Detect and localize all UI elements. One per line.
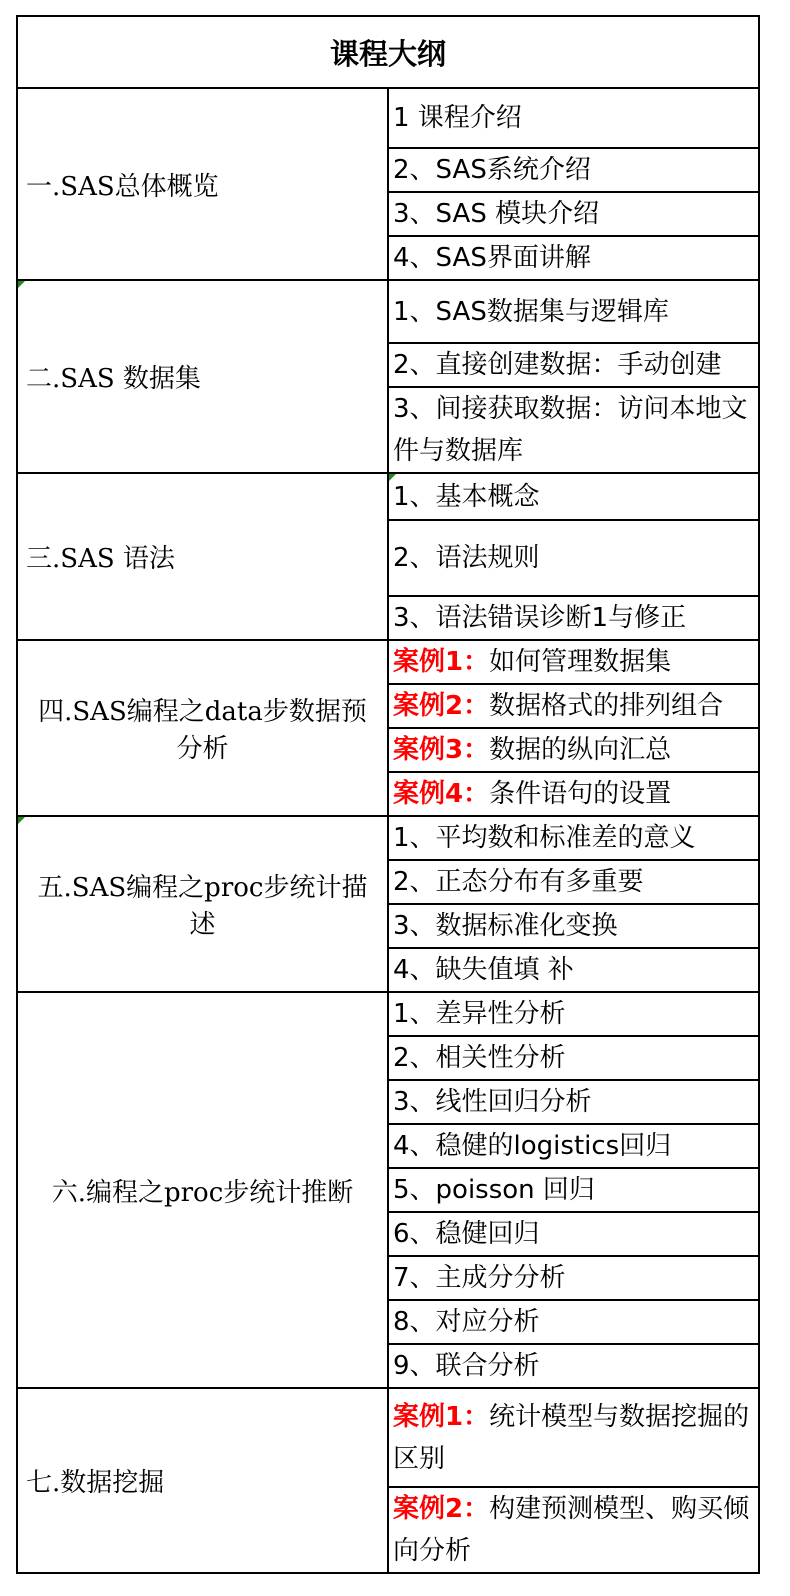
title-row xyxy=(17,16,759,88)
section-label: 七.数据挖掘 xyxy=(26,1468,165,1498)
outline-item xyxy=(388,948,759,992)
outline-item xyxy=(388,280,759,343)
outline-item xyxy=(388,860,759,904)
outline-item xyxy=(388,684,759,728)
item-text: 1、基本概念 xyxy=(393,481,540,512)
outline-item xyxy=(388,88,759,148)
outline-item xyxy=(388,343,759,387)
outline-item xyxy=(388,236,759,280)
cell-comment-marker xyxy=(18,817,25,824)
item-text: 6、稳健回归 xyxy=(393,1219,540,1249)
item-text: 3、数据标准化变换 xyxy=(393,911,618,941)
section-label: 五.SAS编程之proc步统计描述 xyxy=(37,873,368,940)
outline-item xyxy=(388,596,759,640)
section-title-data-step xyxy=(17,640,388,816)
item-text: 1、差异性分析 xyxy=(393,999,566,1029)
item-text: 2、相关性分析 xyxy=(393,1043,566,1073)
outline-item xyxy=(388,1036,759,1080)
outline-item xyxy=(388,1300,759,1344)
item-text: 3、语法错误诊断1与修正 xyxy=(393,603,687,633)
item-text: 如何管理数据集 xyxy=(489,647,672,677)
section-label: 一.SAS总体概览 xyxy=(26,171,219,202)
outline-item xyxy=(388,640,759,684)
table-row xyxy=(17,816,759,860)
item-text: 2、正态分布有多重要 xyxy=(393,867,644,897)
table-row xyxy=(17,88,759,148)
section-label: 六.编程之proc步统计推断 xyxy=(51,1177,354,1208)
section-title-proc-describe xyxy=(17,816,388,992)
item-text: 4、稳健的logistics回归 xyxy=(393,1131,672,1161)
case-label: 案例1： xyxy=(393,1401,490,1432)
item-text: 构建预测模型、购买倾向分析 xyxy=(393,1494,750,1566)
item-text: 数据格式的排列组合 xyxy=(489,691,724,721)
cell-comment-marker xyxy=(389,474,396,481)
section-title-overview xyxy=(17,88,388,280)
item-text: 8、对应分析 xyxy=(393,1307,540,1337)
outline-item xyxy=(388,148,759,192)
item-text: 4、缺失值填 补 xyxy=(393,955,574,985)
table-row xyxy=(17,1388,759,1487)
item-text: 3、SAS 模块介绍 xyxy=(393,199,600,229)
item-text: 数据的纵向汇总 xyxy=(489,735,672,765)
section-label: 四.SAS编程之data步数据预分析 xyxy=(38,697,367,764)
item-text: 2、SAS系统介绍 xyxy=(393,155,591,185)
item-text: 2、语法规则 xyxy=(393,543,540,573)
item-text: 4、SAS界面讲解 xyxy=(393,243,591,273)
table-row xyxy=(17,640,759,684)
item-text: 1、SAS数据集与逻辑库 xyxy=(393,296,669,327)
outline-item xyxy=(388,387,759,473)
item-text: 统计模型与数据挖掘的区别 xyxy=(393,1401,750,1474)
course-outline-table xyxy=(16,15,760,1574)
outline-item xyxy=(388,473,759,520)
item-text: 1、平均数和标准差的意义 xyxy=(393,823,696,853)
outline-item xyxy=(388,992,759,1036)
item-text: 9、联合分析 xyxy=(393,1351,540,1381)
case-label: 案例2： xyxy=(393,1494,490,1524)
outline-item xyxy=(388,1080,759,1124)
outline-item xyxy=(388,772,759,816)
outline-item xyxy=(388,1388,759,1487)
table-title: 课程大纲 xyxy=(17,16,759,88)
outline-item xyxy=(388,520,759,596)
section-title-dataset xyxy=(17,280,388,473)
outline-item xyxy=(388,192,759,236)
section-title-data-mining xyxy=(17,1388,388,1573)
outline-item xyxy=(388,1344,759,1388)
outline-body xyxy=(17,88,759,1573)
table-row xyxy=(17,473,759,520)
outline-item xyxy=(388,1212,759,1256)
table-row xyxy=(17,280,759,343)
item-text: 1 课程介绍 xyxy=(393,103,522,133)
outline-item xyxy=(388,816,759,860)
table-row xyxy=(17,992,759,1036)
case-label: 案例4： xyxy=(393,779,490,809)
case-label: 案例2： xyxy=(393,691,490,721)
cell-comment-marker xyxy=(18,281,25,288)
section-title-proc-inference xyxy=(17,992,388,1388)
outline-item xyxy=(388,904,759,948)
item-text: 5、poisson 回归 xyxy=(393,1175,595,1205)
outline-item xyxy=(388,1487,759,1573)
case-label: 案例3： xyxy=(393,735,490,765)
section-label: 三.SAS 语法 xyxy=(26,544,175,574)
item-text: 7、主成分分析 xyxy=(393,1263,566,1293)
item-text: 3、线性回归分析 xyxy=(393,1087,592,1117)
item-text: 2、直接创建数据：手动创建 xyxy=(393,350,722,380)
item-text: 条件语句的设置 xyxy=(489,779,672,809)
outline-item xyxy=(388,728,759,772)
outline-item xyxy=(388,1168,759,1212)
item-text: 3、间接获取数据：访问本地文件与数据库 xyxy=(393,394,748,466)
case-label: 案例1： xyxy=(393,647,490,677)
section-label: 二.SAS 数据集 xyxy=(26,364,201,394)
outline-item xyxy=(388,1256,759,1300)
section-title-syntax xyxy=(17,473,388,640)
outline-item xyxy=(388,1124,759,1168)
